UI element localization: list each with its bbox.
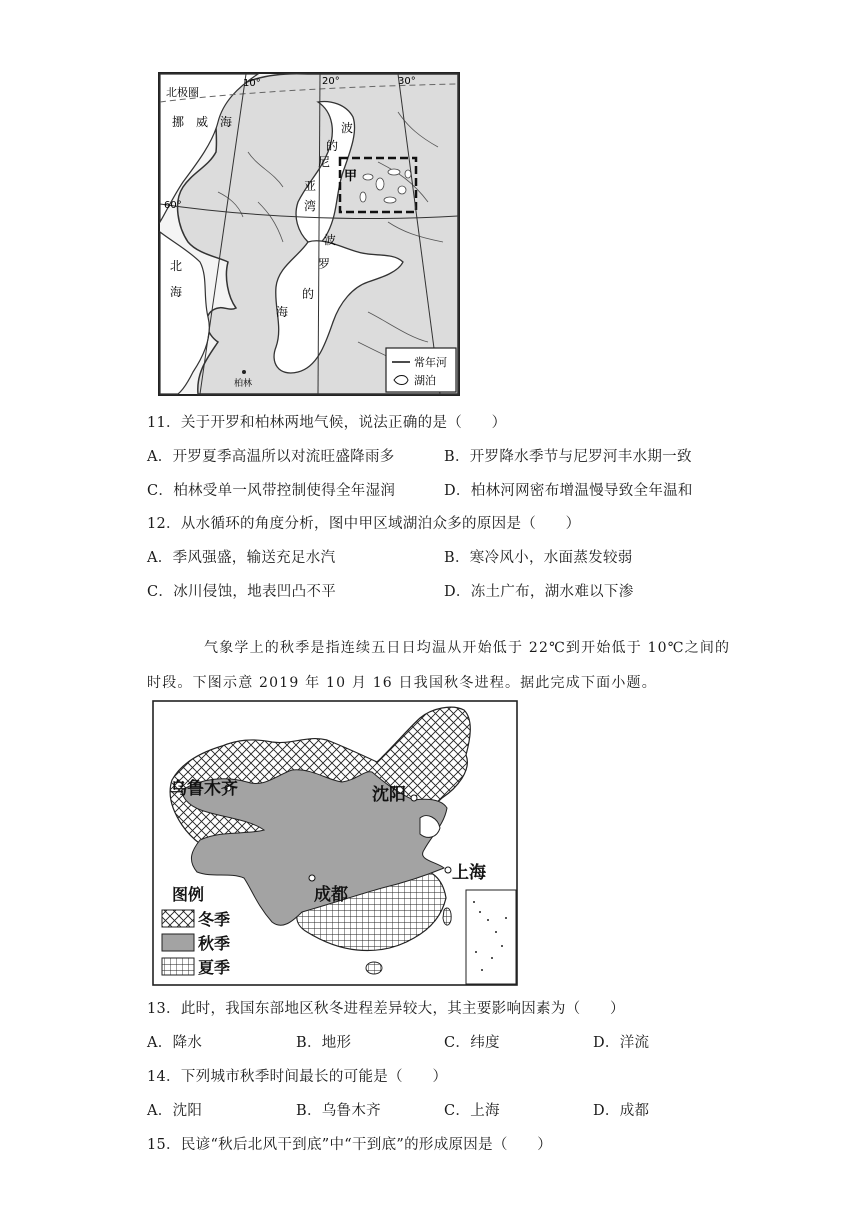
hainan — [366, 962, 382, 974]
question-14-option-c: C．上海 — [444, 1103, 500, 1119]
label-baltic-3: 的 — [302, 287, 315, 301]
question-11-option-c: C．柏林受单一风带控制使得全年湿润 — [147, 483, 396, 499]
question-11-option-a: A．开罗夏季高温所以对流旺盛降雨多 — [147, 449, 395, 465]
legend-autumn: 秋季 — [198, 934, 231, 953]
taiwan — [443, 908, 451, 925]
question-11-option-b: B．开罗降水季节与尼罗河丰水期一致 — [444, 449, 692, 465]
chengdu-dot — [309, 875, 315, 881]
label-shenyang: 沈阳 — [372, 785, 406, 805]
question-11-stem: 11．关于开罗和柏林两地气候，说法正确的是（ ） — [147, 415, 507, 431]
label-baltic-2: 罗 — [318, 257, 331, 271]
label-lon-20: 20° — [322, 76, 340, 87]
label-arctic-circle: 北极圈 — [166, 86, 199, 99]
label-urumqi: 乌鲁木齐 — [170, 779, 238, 799]
question-12-option-c: C．冰川侵蚀，地表凹凸不平 — [147, 584, 336, 600]
label-jia: 甲 — [344, 169, 358, 184]
question-13-stem: 13．此时，我国东部地区秋冬进程差异较大，其主要影响因素为（ ） — [147, 1001, 625, 1017]
autumn-legend-swatch — [162, 934, 194, 951]
label-lon-30: 30° — [398, 76, 416, 87]
china-season-map — [152, 700, 518, 986]
question-14-option-d: D．成都 — [593, 1103, 650, 1119]
question-12-option-a: A．季风强盛，输送充足水汽 — [147, 550, 336, 566]
legend-lake: 湖泊 — [414, 374, 436, 387]
question-13-option-b: B．地形 — [296, 1035, 352, 1051]
label-north-sea-1: 北 — [170, 259, 183, 273]
question-13-option-d: D．洋流 — [593, 1035, 650, 1051]
winter-legend-swatch — [162, 910, 194, 927]
shenyang-dot — [411, 795, 417, 801]
intro-line-1: 气象学上的秋季是指连续五日日均温从开始低于 22℃到开始低于 10℃之间的 — [204, 640, 731, 656]
question-14-option-a: A．沈阳 — [147, 1103, 203, 1119]
label-norway-sea-2: 威 — [196, 115, 209, 129]
summer-legend-swatch — [162, 958, 194, 975]
legend-winter: 冬季 — [198, 910, 231, 929]
label-bothnia-2: 的 — [326, 139, 339, 153]
south-china-sea-inset — [466, 890, 516, 984]
question-14-stem: 14．下列城市秋季时间最长的可能是（ ） — [147, 1069, 448, 1085]
map1-legend — [386, 348, 456, 392]
label-baltic-4: 海 — [276, 305, 289, 319]
label-lon-10: 10° — [243, 78, 261, 89]
label-chengdu: 成都 — [314, 885, 348, 905]
legend-summer: 夏季 — [198, 958, 231, 977]
label-bothnia-1: 波 — [341, 121, 354, 135]
label-baltic-1: 波 — [324, 233, 337, 247]
shanghai-dot — [445, 867, 451, 873]
intro-line-2: 时段。下图示意 2019 年 10 月 16 日我国秋冬进程。据此完成下面小题。 — [147, 675, 657, 691]
northern-europe-map — [158, 72, 460, 396]
label-norway-sea-1: 挪 — [172, 115, 185, 129]
legend-title: 图例 — [172, 885, 205, 904]
label-shanghai: 上海 — [452, 863, 486, 883]
question-13-option-c: C．纬度 — [444, 1035, 500, 1051]
label-bothnia-3: 尼 — [318, 155, 331, 169]
label-bothnia-4: 亚 — [304, 179, 317, 193]
label-norway-sea-3: 海 — [220, 115, 233, 129]
label-north-sea-2: 海 — [170, 285, 183, 299]
label-berlin: 柏林 — [234, 379, 253, 389]
label-bothnia-5: 湾 — [304, 199, 317, 213]
question-14-option-b: B．乌鲁木齐 — [296, 1103, 381, 1119]
question-12-option-d: D．冻土广布，湖水难以下渗 — [444, 584, 634, 600]
berlin-dot — [242, 370, 246, 374]
question-13-option-a: A．降水 — [147, 1035, 203, 1051]
label-lat-60: 60° — [164, 200, 182, 211]
question-11-option-d: D．柏林河网密布增温慢导致全年温和 — [444, 483, 693, 499]
question-12-stem: 12．从水循环的角度分析，图中甲区域湖泊众多的原因是（ ） — [147, 516, 581, 532]
question-12-option-b: B．寒冷风小，水面蒸发较弱 — [444, 550, 633, 566]
legend-river: 常年河 — [414, 356, 447, 369]
question-15-stem: 15．民谚“秋后北风干到底”中“干到底”的形成原因是（ ） — [147, 1137, 553, 1153]
